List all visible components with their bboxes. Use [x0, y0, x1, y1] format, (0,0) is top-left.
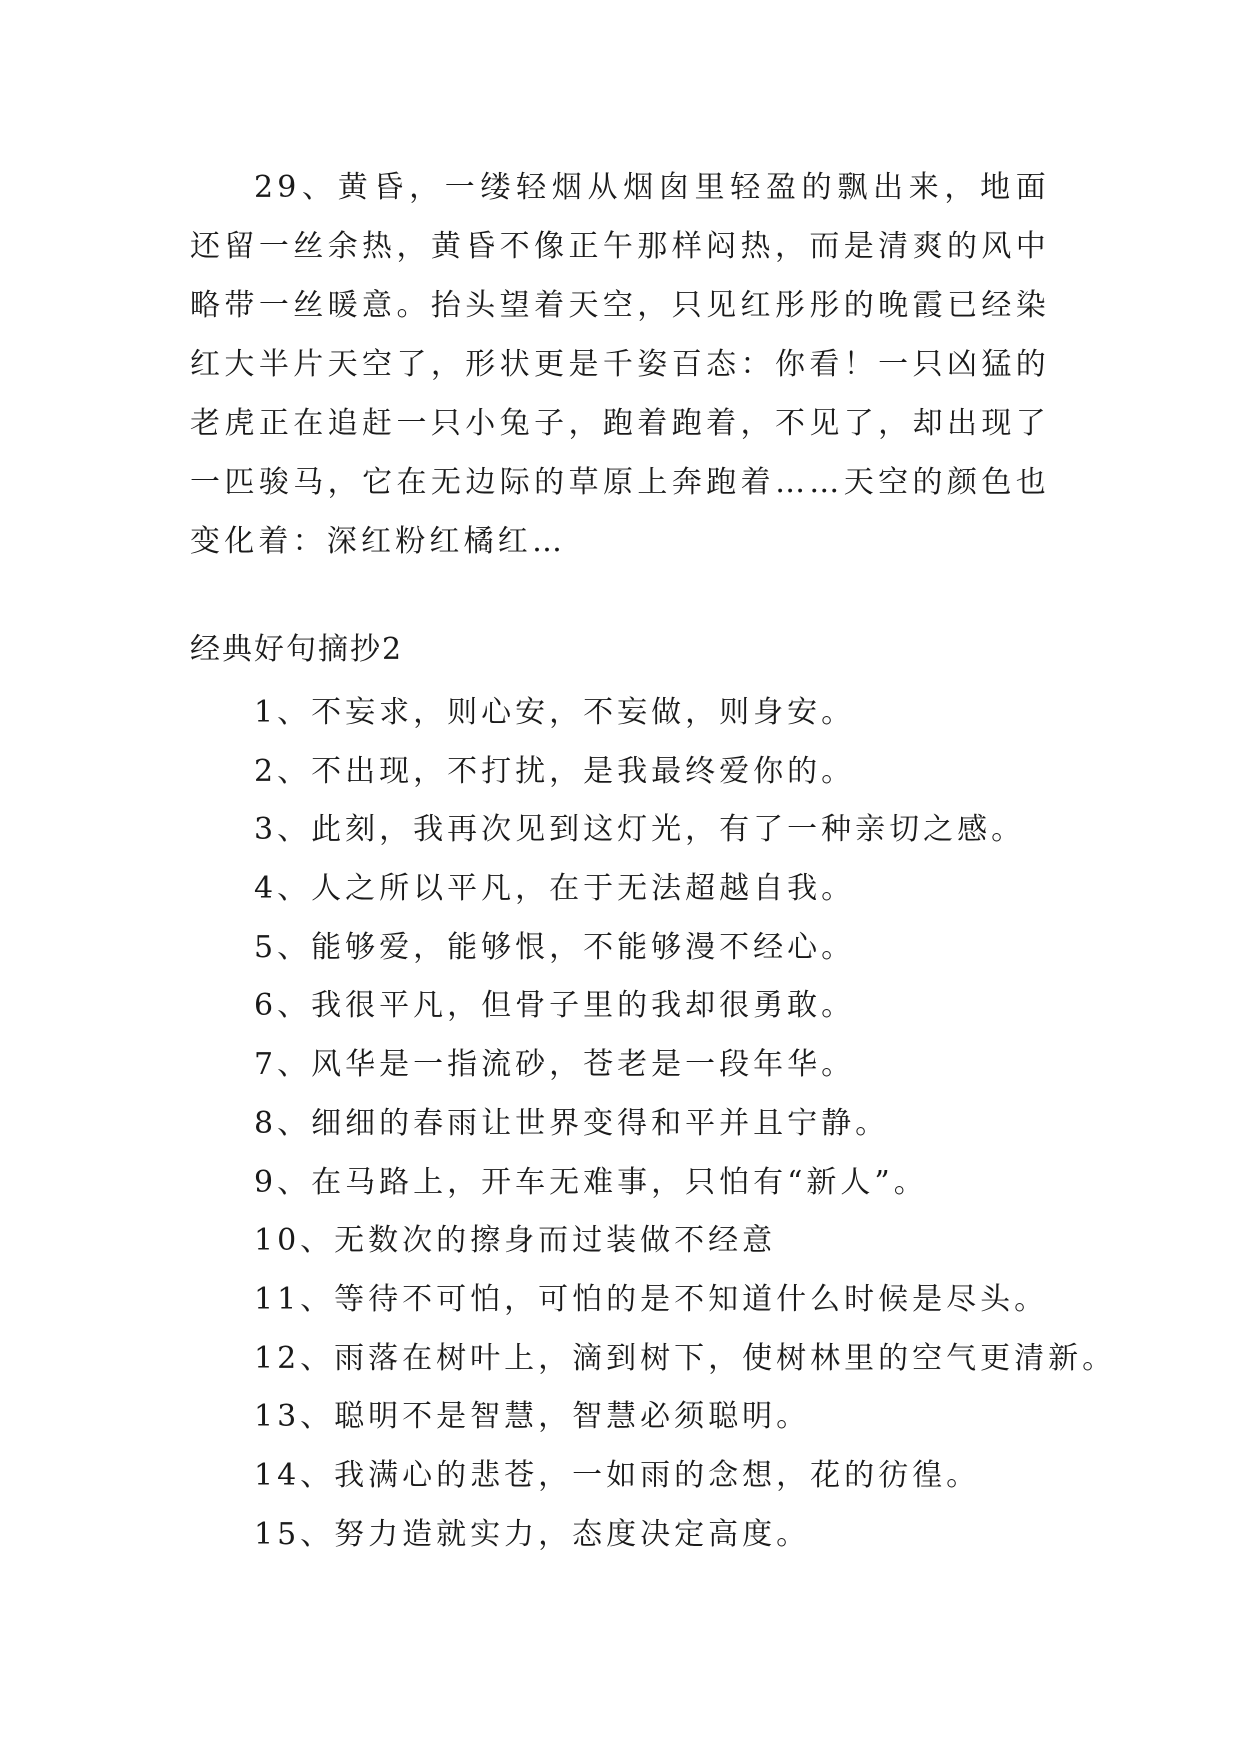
list-item: 8、细细的春雨让世界变得和平并且宁静。 [254, 1105, 890, 1141]
list-item: 1、不妄求，则心安，不妄做，则身安。 [254, 695, 856, 730]
sentence-list [254, 684, 1116, 1564]
list-item: 7、风华是一指流砂，苍老是一段年华。 [254, 1047, 856, 1083]
list-item: 3、此刻，我再次见到这灯光，有了一种亲切之感。 [254, 812, 1026, 848]
list-item: 2、不出现，不打扰，是我最终爱你的。 [254, 753, 856, 789]
list-item: 9、在马路上，开车无难事，只怕有“新人”。 [254, 1164, 928, 1200]
section-heading: 经典好句摘抄2 [190, 632, 404, 667]
list-item: 12、雨落在树叶上，滴到树下，使树林里的空气更清新。 [254, 1340, 1117, 1376]
list-item: 4、人之所以平凡，在于无法超越自我。 [254, 871, 856, 907]
list-item: 14、我满心的悲苍，一如雨的念想，花的彷徨。 [254, 1457, 981, 1493]
paragraph-29: 29、黄昏，一缕轻烟从烟囱里轻盈的飘出来，地面还留一丝余热，黄昏不像正午那样闷热，而是清爽的风中略带一丝暖意。抬头望着天空，只见红彤彤的晚霞已经染红大半片天空了，形状更是千姿百态：你看！一只凶猛的老虎正在追赶一只小兔子，跑着跑着，不见了，却出现了一匹骏马，它在无边际的草原上奔跑着……天空的颜色也变化着：深红粉红橘红… [190, 170, 1050, 559]
list-item: 5、能够爱，能够恨，不能够漫不经心。 [254, 929, 856, 965]
list-item: 6、我很平凡，但骨子里的我却很勇敢。 [254, 988, 856, 1024]
list-item: 10、无数次的擦身而过装做不经意 [254, 1223, 777, 1259]
list-item: 15、努力造就实力，态度决定高度。 [254, 1516, 811, 1552]
list-item: 13、聪明不是智慧，智慧必须聪明。 [254, 1399, 811, 1435]
list-item: 11、等待不可怕，可怕的是不知道什么时候是尽头。 [254, 1281, 1049, 1317]
